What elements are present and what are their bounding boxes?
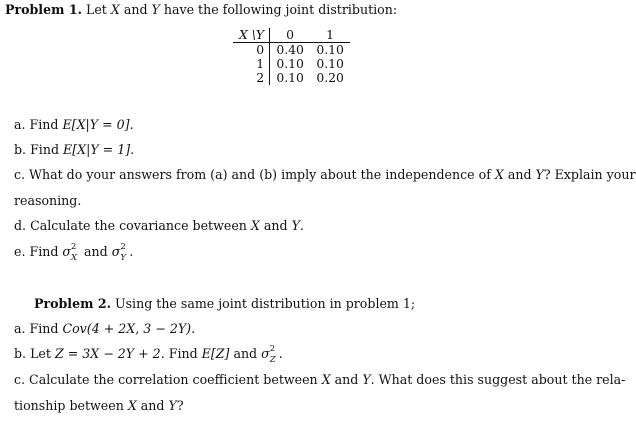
problem2-part-c-line2: tionship between X and Y? [14,398,184,413]
problem1-part-a: a. Find E[X|Y = 0]. [14,117,134,132]
table-cell: 0.10 [316,56,344,71]
problem2-part-a: a. Find Cov(4 + 2X, 3 − 2Y). [14,321,196,336]
table-cell: 0.10 [316,42,344,57]
table-corner-label: X \Y [233,28,270,43]
problem2-heading: Problem 2. [34,296,111,311]
table-col-header: 0 [270,28,311,43]
table-row-label: 0 [233,43,270,58]
table-cell: 0.20 [316,70,344,85]
table-row-label: 2 [233,71,270,85]
problem1-intro: Problem 1. Let X and Y have the following joint distribution: [5,2,398,17]
table-row [233,71,350,85]
problem1-part-b: b. Find E[X|Y = 1]. [14,142,135,157]
table-cell: 0.10 [276,56,304,71]
problem2-part-c-line1: c. Calculate the correlation coefficient between X and Y. What does this suggest about the rela- [14,372,626,387]
problem1-heading: Problem 1. [5,2,82,17]
problem1-part-e: e. Find σ 2 X and σ 2 Y . [14,242,134,263]
table-header-row [233,28,350,43]
table-row-label: 1 [233,57,270,71]
problem2-part-b: b. Let Z = 3X − 2Y + 2. Find E[Z] and σ 2 Z . [14,344,283,365]
table-row [233,57,350,71]
table-row [233,43,350,58]
problem1-part-c-line1: c. What do your answers from (a) and (b) imply about the independence of X and Y? Explain your [14,167,636,182]
table-cell: 0.40 [276,42,304,57]
table-col-header: 1 [310,28,350,43]
joint-distribution-table [233,28,350,85]
problem1-part-d: d. Calculate the covariance between X and Y. [14,218,304,233]
table-cell: 0.10 [276,70,304,85]
problem1-part-c-line2: reasoning. [14,193,82,208]
problem2-intro: Problem 2. Using the same joint distribution in problem 1; [34,296,416,311]
